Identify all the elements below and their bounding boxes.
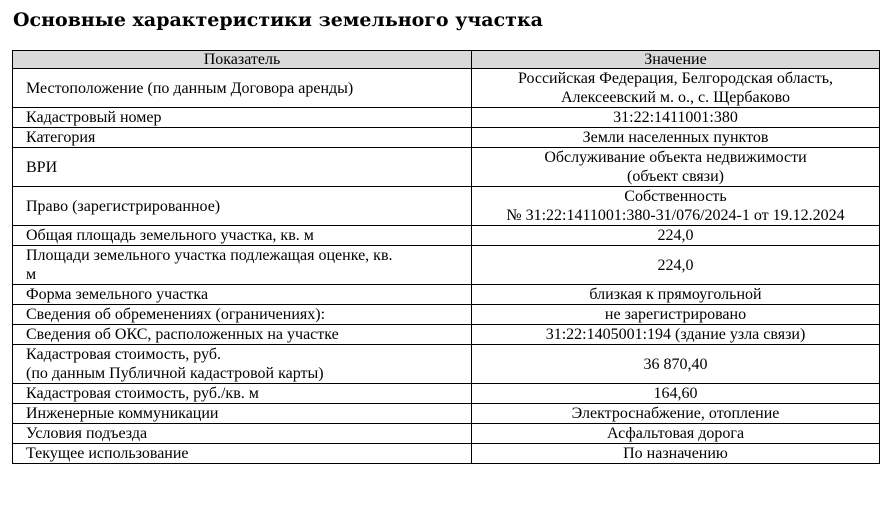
characteristics-table — [12, 50, 880, 464]
value-line: № 31:22:1411001:380-31/076/2024-1 от 19.12.2024 — [506, 207, 845, 224]
row-value: Электроснабжение, отопление — [472, 404, 880, 424]
table-row — [13, 404, 880, 424]
row-label: Категория — [13, 128, 472, 148]
row-label: Общая площадь земельного участка, кв. м — [13, 226, 472, 246]
table-row — [13, 69, 880, 108]
table-row — [13, 128, 880, 148]
table-row — [13, 108, 880, 128]
value-line: Обслуживание объекта недвижимости — [544, 149, 807, 166]
row-value: 224,0 — [472, 226, 880, 246]
table-row — [13, 444, 880, 464]
row-label: ВРИ — [13, 148, 472, 187]
row-label: Сведения об обременениях (ограничениях): — [13, 305, 472, 325]
row-value: Земли населенных пунктов — [472, 128, 880, 148]
page-title: Основные характеристики земельного участка — [13, 9, 543, 31]
row-label: Условия подъезда — [13, 424, 472, 444]
row-label: Сведения об ОКС, расположенных на участке — [13, 325, 472, 345]
value-line: (объект связи) — [626, 168, 724, 185]
row-label: Кадастровый номер — [13, 108, 472, 128]
row-label: Право (зарегистрированное) — [13, 187, 472, 226]
header-indicator: Показатель — [13, 51, 472, 69]
row-value: 164,60 — [472, 384, 880, 404]
table-row — [13, 246, 880, 285]
header-value: Значение — [472, 51, 880, 69]
row-value — [472, 187, 880, 226]
row-label: Кадастровая стоимость, руб./кв. м — [13, 384, 472, 404]
value-line: Алексеевский м. о., с. Щербаково — [560, 89, 791, 106]
label-line: Площади земельного участка подлежащая оценке, кв. — [26, 247, 393, 264]
table-row — [13, 187, 880, 226]
table-row — [13, 384, 880, 404]
row-label: Инженерные коммуникации — [13, 404, 472, 424]
row-value: Асфальтовая дорога — [472, 424, 880, 444]
row-value: 31:22:1411001:380 — [472, 108, 880, 128]
table-row — [13, 285, 880, 305]
row-value — [472, 148, 880, 187]
table-row — [13, 226, 880, 246]
row-label — [13, 345, 472, 384]
row-value — [472, 69, 880, 108]
label-line: (по данным Публичной кадастровой карты) — [26, 365, 324, 382]
row-value: не зарегистрировано — [472, 305, 880, 325]
table-row — [13, 325, 880, 345]
value-line: Российская Федерация, Белгородская область, — [517, 70, 834, 87]
row-value: 36 870,40 — [472, 345, 880, 384]
table-row — [13, 305, 880, 325]
row-label — [13, 246, 472, 285]
value-line: Собственность — [624, 188, 727, 205]
row-value: 224,0 — [472, 246, 880, 285]
table-row — [13, 148, 880, 187]
row-value: По назначению — [472, 444, 880, 464]
row-value: близкая к прямоугольной — [472, 285, 880, 305]
table-header-row — [13, 51, 880, 69]
table-row — [13, 345, 880, 384]
table-row — [13, 424, 880, 444]
label-line: Кадастровая стоимость, руб. — [26, 346, 221, 363]
row-label: Местоположение (по данным Договора аренды) — [13, 69, 472, 108]
label-line: м — [26, 266, 37, 283]
row-label: Форма земельного участка — [13, 285, 472, 305]
row-value: 31:22:1405001:194 (здание узла связи) — [472, 325, 880, 345]
row-label: Текущее использование — [13, 444, 472, 464]
